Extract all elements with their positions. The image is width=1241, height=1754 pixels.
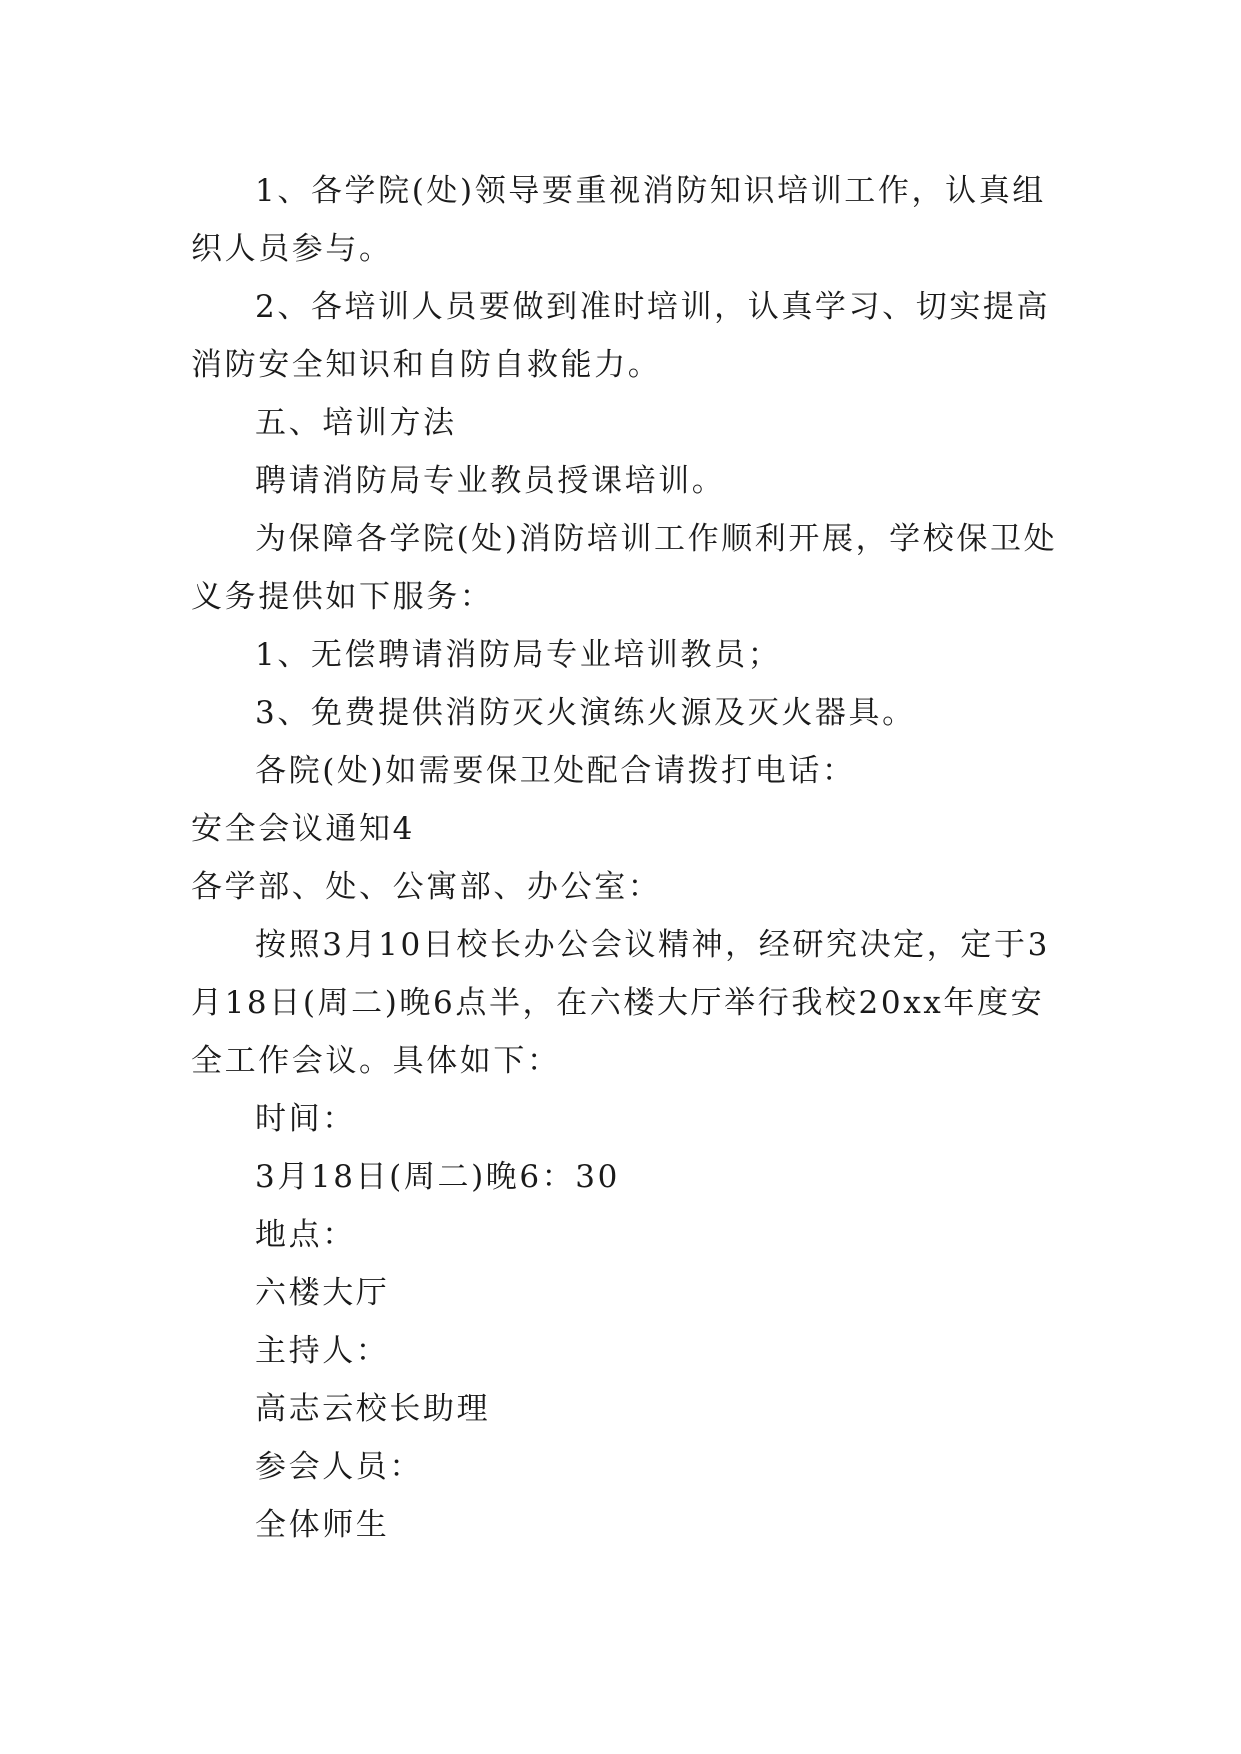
paragraph-line: 各院(处)如需要保卫处配合请拨打电话：: [255, 753, 856, 789]
paragraph-line: 织人员参与。: [191, 231, 393, 267]
paragraph-line: 义务提供如下服务：: [191, 579, 494, 615]
field-label-host: 主持人：: [255, 1333, 390, 1369]
paragraph-line: 聘请消防局专业教员授课培训。: [255, 463, 726, 499]
paragraph-line: 月18日(周二)晚6点半，在六楼大厅举行我校20xx年度安: [191, 985, 1045, 1021]
field-value-time: 3月18日(周二)晚6：30: [255, 1159, 620, 1195]
field-label-time: 时间：: [255, 1101, 356, 1137]
paragraph-line: 按照3月10日校长办公会议精神，经研究决定，定于3: [255, 927, 1050, 963]
addressee-line: 各学部、处、公寓部、办公室：: [191, 869, 662, 905]
field-label-attendees: 参会人员：: [255, 1449, 423, 1485]
paragraph-line: 为保障各学院(处)消防培训工作顺利开展，学校保卫处: [255, 521, 1058, 557]
paragraph-line: 2、各培训人员要做到准时培训，认真学习、切实提高: [255, 289, 1051, 325]
field-value-attendees: 全体师生: [255, 1507, 390, 1543]
field-value-host: 高志云校长助理: [255, 1391, 491, 1427]
field-label-location: 地点：: [255, 1217, 356, 1253]
field-value-location: 六楼大厅: [255, 1275, 390, 1311]
list-item: 3、免费提供消防灭火演练火源及灭火器具。: [255, 695, 916, 731]
list-item: 1、无偿聘请消防局专业培训教员；: [255, 637, 782, 673]
notice-title: 安全会议通知4: [191, 811, 415, 847]
paragraph-line: 1、各学院(处)领导要重视消防知识培训工作，认真组: [255, 173, 1046, 209]
paragraph-line: 消防安全知识和自防自救能力。: [191, 347, 662, 383]
section-heading: 五、培训方法: [255, 405, 457, 441]
paragraph-line: 全工作会议。具体如下：: [191, 1043, 561, 1079]
